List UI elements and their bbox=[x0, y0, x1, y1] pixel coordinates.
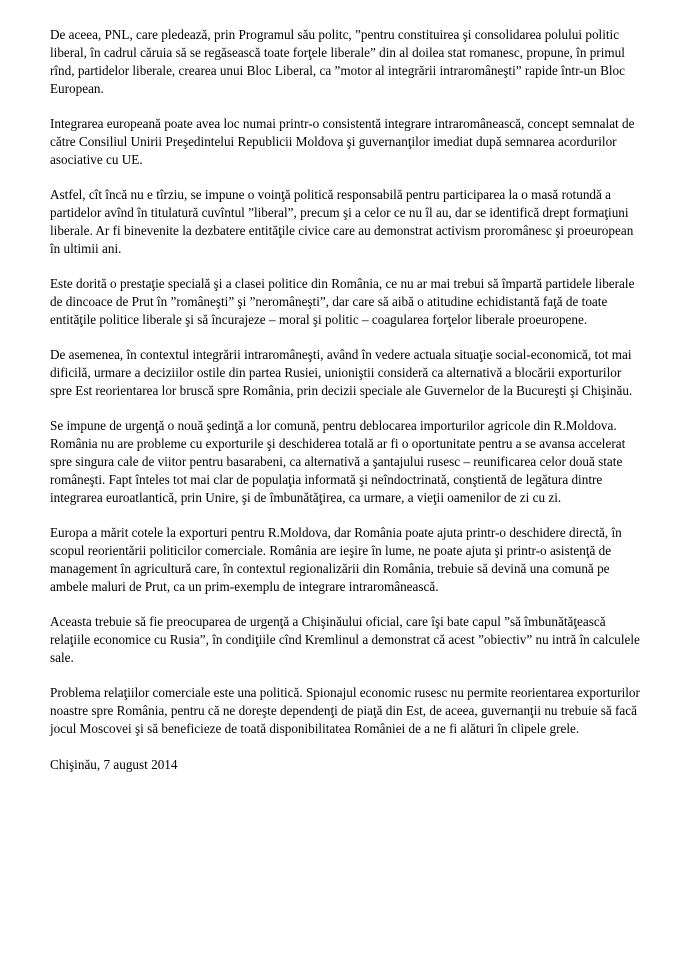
paragraph-8: Aceasta trebuie să fie preocuparea de urgenţă a Chişinăului oficial, care îşi bate capul ”să îmbunătăţească relaţiile economice cu Rusia”, în condiţiile cînd Kremlinul a demonstrat că acest ”obiectiv” nu intră în calculele sale. bbox=[50, 614, 640, 665]
paragraph-5: De asemenea, în contextul integrării intraromâneşti, având în vedere actuala situaţie social-economică, tot mai dificilă, urmare a deciziilor ostile din partea Rusiei, unioniştii consideră ca alternativă a blocării exporturilor spre Est reorientarea lor bruscă spre România, prin decizii speciale ale Guvernelor de la Bucureşti şi Chişinău. bbox=[50, 347, 633, 398]
paragraph-7: Europa a mărit cotele la exporturi pentru R.Moldova, dar România poate ajuta printr-o deschidere directă, în scopul reorientării politicilor comerciale. România are ieşire în lume, ne poate ajuta şi printr-o asistenţă de management în agricultură care, în contextul regionalizării din România, trebuie să devină una comună pe ambele maluri de Prut, ca un prim-exemplu de integrare intraromânească. bbox=[50, 525, 622, 594]
paragraph-6: Se impune de urgenţă o nouă şedinţă a lor comună, pentru deblocarea importurilor agricole din R.Moldova. România nu are probleme cu exporturile şi deschiderea totală ar fi o oportunitate pentru a se avansa accelerat spre singura cale de viitor pentru basarabeni, ca alternativă a şantajului rusesc – reunificarea celor două state româneşti. Fapt înteles tot mai clar de populaţia informată şi neîndoctrinată, conştientă de legătura dintre integrarea euroatlantică, prin Unire, şi de îmbunătăţirea, ca urmare, a vieţii oamenilor de zi cu zi. bbox=[50, 418, 626, 505]
paragraph-3: Astfel, cît încă nu e tîrziu, se impune o voinţă politică responsabilă pentru participarea la o masă rotundă a partidelor avînd în titulatură cuvîntul ”liberal”, precum şi a celor ce nu îl au, dar se identifică drept formaţiuni liberale. Ar fi binevenite la dezbatere entităţile civice care au demonstrat activism proromânesc şi proeuropean în ultimii ani. bbox=[50, 187, 634, 256]
signature-place-date: Chişinău, 7 august 2014 bbox=[50, 757, 178, 772]
paragraph-4: Este dorită o prestaţie specială şi a clasei politice din România, ce nu ar mai trebui să împartă partidele liberale de dincoace de Prut în ”româneşti” şi ”neromâneşti”, dar care să aibă o atitudine echidistantă faţă de toate entităţile politice liberale şi să încurajeze – moral şi politic – coagularea forţelor liberale proeuropene. bbox=[50, 276, 635, 327]
paragraph-9: Problema relaţiilor comerciale este una politică. Spionajul economic rusesc nu permite reorientarea exporturilor noastre spre România, pentru că ne doreşte dependenţi de piaţă din Est, de aceea, guvernanţii nu trebuie să facă jocul Moscovei şi să beneficieze de toată disponibilitatea României de a ne fi alături în clipele grele. bbox=[50, 685, 640, 736]
paragraph-1: De aceea, PNL, care pledează, prin Programul său politc, ”pentru constituirea şi consolidarea polului politic liberal, în cadrul căruia să se regăsească toate forţele liberale” din al doilea stat romanesc, propune, în primul rînd, partidelor liberale, crearea unui Bloc Liberal, ca ”motor al integrării intraromâneşti” rapide într-un Bloc European. bbox=[50, 27, 625, 96]
paragraph-2: Integrarea europeană poate avea loc numai printr-o consistentă integrare intraromânească, concept semnalat de către Consiliul Unirii Preşedintelui Republicii Moldova şi guvernanţilor imediat după semnarea acordurilor asociative cu UE. bbox=[50, 116, 635, 167]
